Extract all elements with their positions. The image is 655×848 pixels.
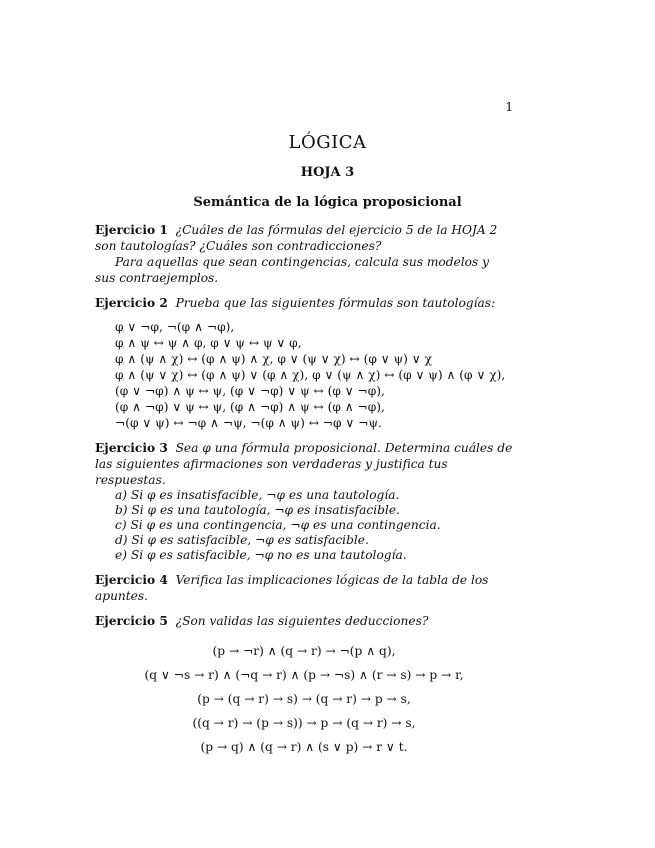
- section-title: Semántica de la lógica proposicional: [193, 195, 462, 210]
- page-number: 1: [505, 100, 513, 114]
- deduction-line: (q ∨ ¬s → r) ∧ (¬q → r) ∧ (p → ¬s) ∧ (r → s) → p → r,: [144, 668, 464, 682]
- exercise-heading: Ejercicio 1: [95, 223, 168, 237]
- formula-line: φ ∧ (ψ ∨ χ) ↔ (φ ∧ ψ) ∨ (φ ∧ χ), φ ∨ (ψ ∧ χ) ↔ (φ ∨ ψ) ∧ (φ ∨ χ),: [115, 368, 506, 382]
- document-title: LÓGICA: [288, 132, 367, 153]
- deduction-line: (p → ¬r) ∧ (q → r) → ¬(p ∧ q),: [212, 644, 396, 658]
- exercise-heading: Ejercicio 5: [95, 614, 168, 628]
- formula-line: (φ ∨ ¬φ) ∧ ψ ↔ ψ, (φ ∨ ¬φ) ∨ ψ ↔ (φ ∨ ¬φ),: [115, 384, 385, 398]
- formula-line: ¬(φ ∨ ψ) ↔ ¬φ ∧ ¬ψ, ¬(φ ∧ ψ) ↔ ¬φ ∨ ¬ψ.: [115, 416, 382, 430]
- document-subtitle: HOJA 3: [300, 165, 355, 180]
- exercise-text: ¿Son validas las siguientes deducciones?: [175, 614, 429, 628]
- exercise-4: [95, 572, 513, 604]
- exercise-1: [95, 222, 513, 286]
- formula-line: (φ ∧ ¬φ) ∨ ψ ↔ ψ, (φ ∧ ¬φ) ∧ ψ ↔ (φ ∧ ¬φ),: [115, 400, 385, 414]
- exercise-heading: Ejercicio 4: [95, 573, 168, 587]
- option-item: c) Si φ es una contingencia, ¬φ es una contingencia.: [115, 518, 441, 532]
- exercise-text: Verifica las implicaciones lógicas de la tabla de los apuntes.: [95, 573, 489, 603]
- deduction-line: ((q → r) → (p → s)) → p → (q → r) → s,: [192, 716, 416, 730]
- option-item: b) Si φ es una tautología, ¬φ es insatisfacible.: [115, 503, 400, 517]
- exercise-list: [95, 222, 513, 768]
- exercise-text: Sea φ una fórmula proposicional. Determina cuáles de las siguientes afirmaciones son verdaderas y justifica tus respuestas.: [95, 441, 513, 487]
- exercise-text-2: Para aquellas que sean contingencias, calcula sus modelos y sus contraejemplos.: [95, 255, 490, 285]
- exercise-2: [95, 295, 513, 431]
- exercise-text: Prueba que las siguientes fórmulas son tautologías:: [175, 296, 496, 310]
- formula-list: [115, 319, 513, 431]
- option-item: d) Si φ es satisfacible, ¬φ es satisfacible.: [115, 533, 369, 547]
- formula-line: φ ∨ ¬φ, ¬(φ ∧ ¬φ),: [115, 320, 235, 334]
- option-list: [115, 488, 513, 563]
- deduction-line: (p → q) ∧ (q → r) ∧ (s ∨ p) → r ∨ t.: [200, 740, 408, 754]
- exercise-5: [95, 613, 513, 759]
- exercise-heading: Ejercicio 2: [95, 296, 168, 310]
- option-item: e) Si φ es satisfacible, ¬φ no es una tautología.: [115, 548, 407, 562]
- deduction-line: (p → (q → r) → s) → (q → r) → p → s,: [197, 692, 411, 706]
- exercise-heading: Ejercicio 3: [95, 441, 168, 455]
- exercise-text: ¿Cuáles de las fórmulas del ejercicio 5 de la HOJA 2 son tautologías? ¿Cuáles son contradicciones?: [95, 223, 498, 253]
- formula-line: φ ∧ (ψ ∧ χ) ↔ (φ ∧ ψ) ∧ χ, φ ∨ (ψ ∨ χ) ↔ (φ ∨ ψ) ∨ χ: [115, 352, 432, 366]
- deduction-list: [95, 639, 513, 759]
- exercise-3: [95, 440, 513, 563]
- formula-line: φ ∧ ψ ↔ ψ ∧ φ, φ ∨ ψ ↔ ψ ∨ φ,: [115, 336, 302, 350]
- option-item: a) Si φ es insatisfacible, ¬φ es una tautología.: [115, 488, 400, 502]
